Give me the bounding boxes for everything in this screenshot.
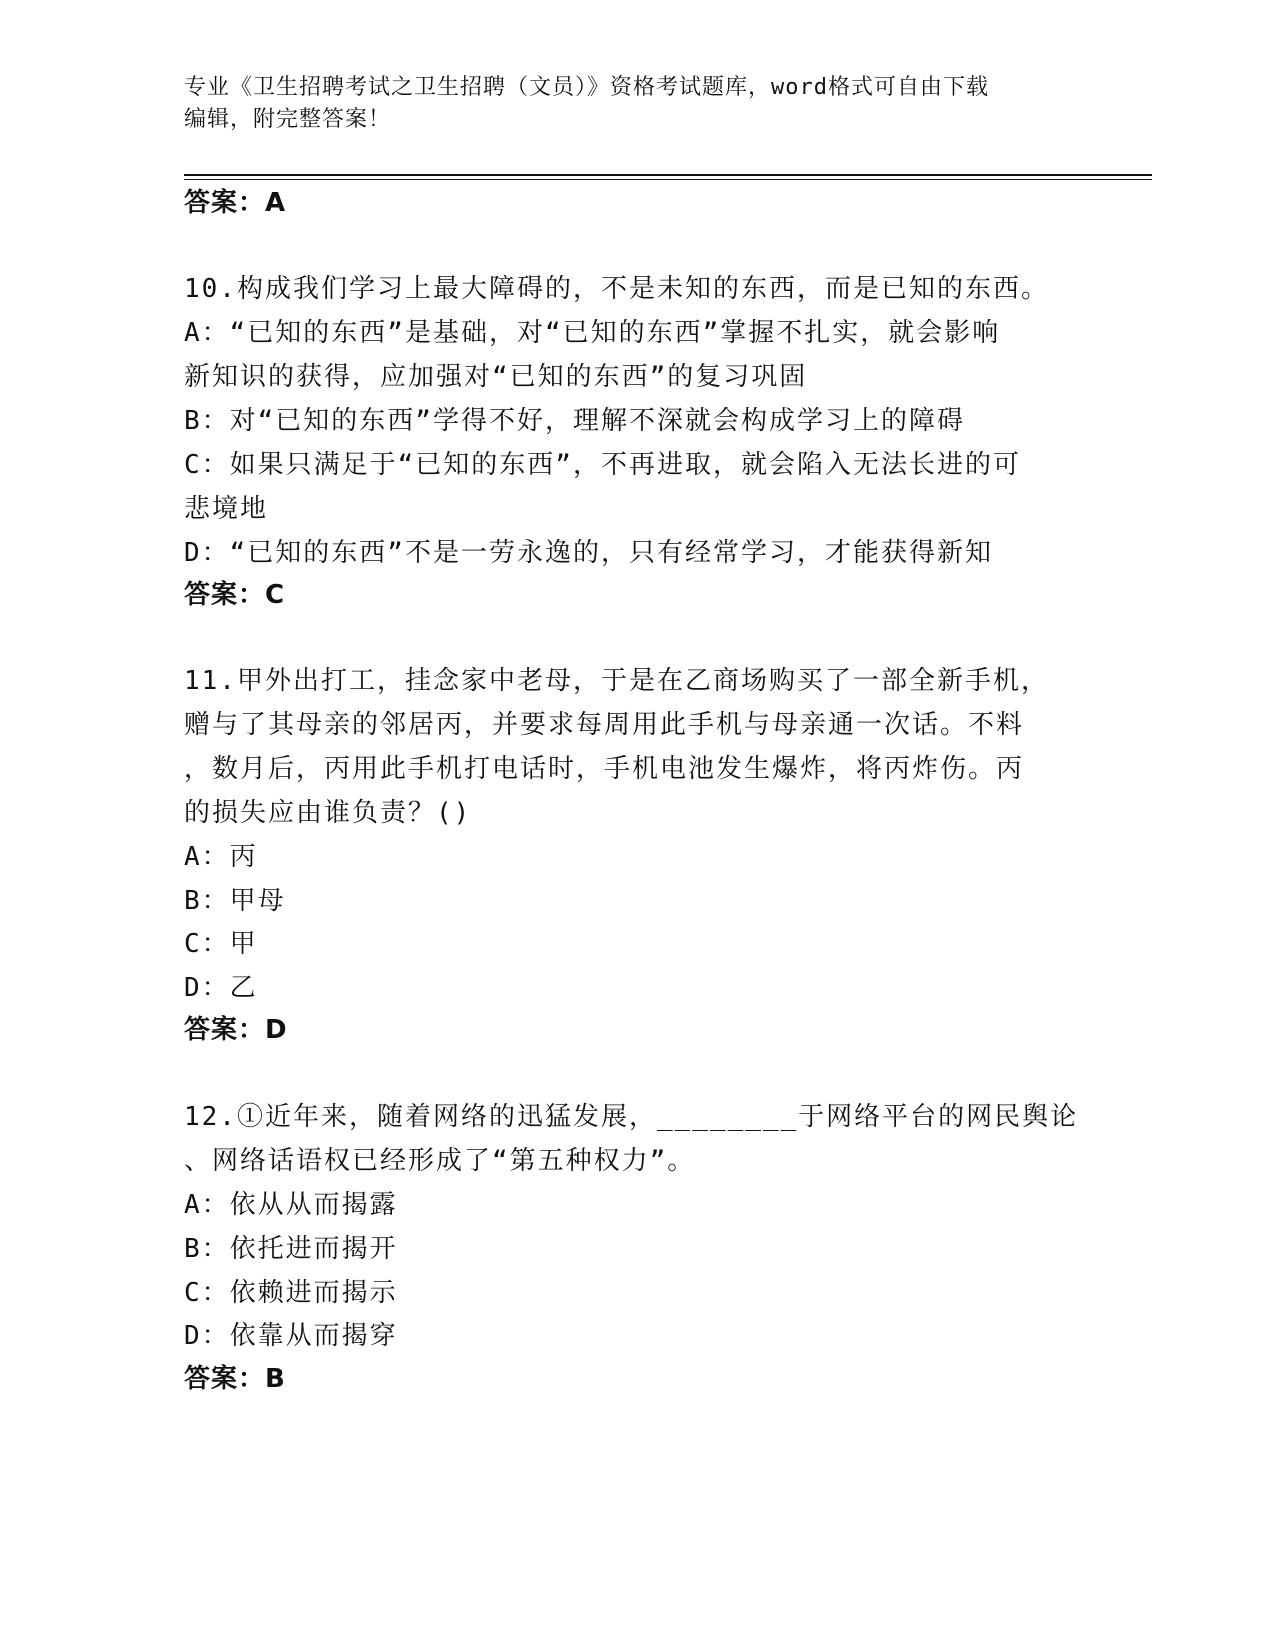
q11-stem-line-2: 赠与了其母亲的邻居丙，并要求每周用此手机与母亲通一次话。不料 bbox=[184, 710, 1025, 740]
q12-option-b: B：依托进而揭开 bbox=[184, 1234, 398, 1264]
header-line-1: 专业《卫生招聘考试之卫生招聘（文员）》资格考试题库，word格式可自由下载 bbox=[184, 75, 989, 100]
q12-stem-line-1: 12.①近年来，随着网络的迅猛发展，________于网络平台的网民舆论 bbox=[184, 1102, 1079, 1132]
q10-option-c-line-2: 悲境地 bbox=[184, 494, 269, 524]
q11-stem-line-4: 的损失应由谁负责？() bbox=[184, 798, 472, 828]
q10-option-b: B：对“已知的东西”学得不好，理解不深就会构成学习上的障碍 bbox=[184, 406, 965, 436]
q11-stem-line-3: ，数月后，丙用此手机打电话时，手机电池发生爆炸，将丙炸伤。丙 bbox=[184, 754, 1025, 784]
answer-previous: 答案：A bbox=[184, 188, 287, 218]
document-header bbox=[184, 72, 1064, 136]
header-divider-thin bbox=[184, 179, 1152, 180]
q12-option-c: C：依赖进而揭示 bbox=[184, 1278, 398, 1308]
header-line-2: 编辑，附完整答案！ bbox=[184, 107, 392, 132]
q10-option-a-line-2: 新知识的获得，应加强对“已知的东西”的复习巩固 bbox=[184, 362, 808, 392]
header-divider-thick bbox=[184, 174, 1152, 176]
q10-stem: 10.构成我们学习上最大障碍的，不是未知的东西，而是已知的东西。 bbox=[184, 274, 1049, 304]
q10-option-d: D：“已知的东西”不是一劳永逸的，只有经常学习，才能获得新知 bbox=[184, 538, 993, 568]
q11-answer: 答案：D bbox=[184, 1015, 288, 1045]
q12-option-a: A：依从从而揭露 bbox=[184, 1190, 398, 1220]
q11-option-c: C：甲 bbox=[184, 929, 258, 959]
q12-answer: 答案：B bbox=[184, 1364, 286, 1394]
q12-stem-line-2: 、网络话语权已经形成了“第五种权力”。 bbox=[184, 1146, 696, 1176]
q11-option-a: A：丙 bbox=[184, 842, 258, 872]
q11-option-d: D：乙 bbox=[184, 973, 258, 1003]
q12-option-d: D：依靠从而揭穿 bbox=[184, 1321, 398, 1351]
q10-option-c-line-1: C：如果只满足于“已知的东西”，不再进取，就会陷入无法长进的可 bbox=[184, 450, 1021, 480]
q11-option-b: B：甲母 bbox=[184, 886, 286, 916]
q10-answer: 答案：C bbox=[184, 580, 286, 610]
q10-option-a-line-1: A：“已知的东西”是基础，对“已知的东西”掌握不扎实，就会影响 bbox=[184, 318, 1001, 348]
q11-stem-line-1: 11.甲外出打工，挂念家中老母，于是在乙商场购买了一部全新手机， bbox=[184, 666, 1049, 696]
